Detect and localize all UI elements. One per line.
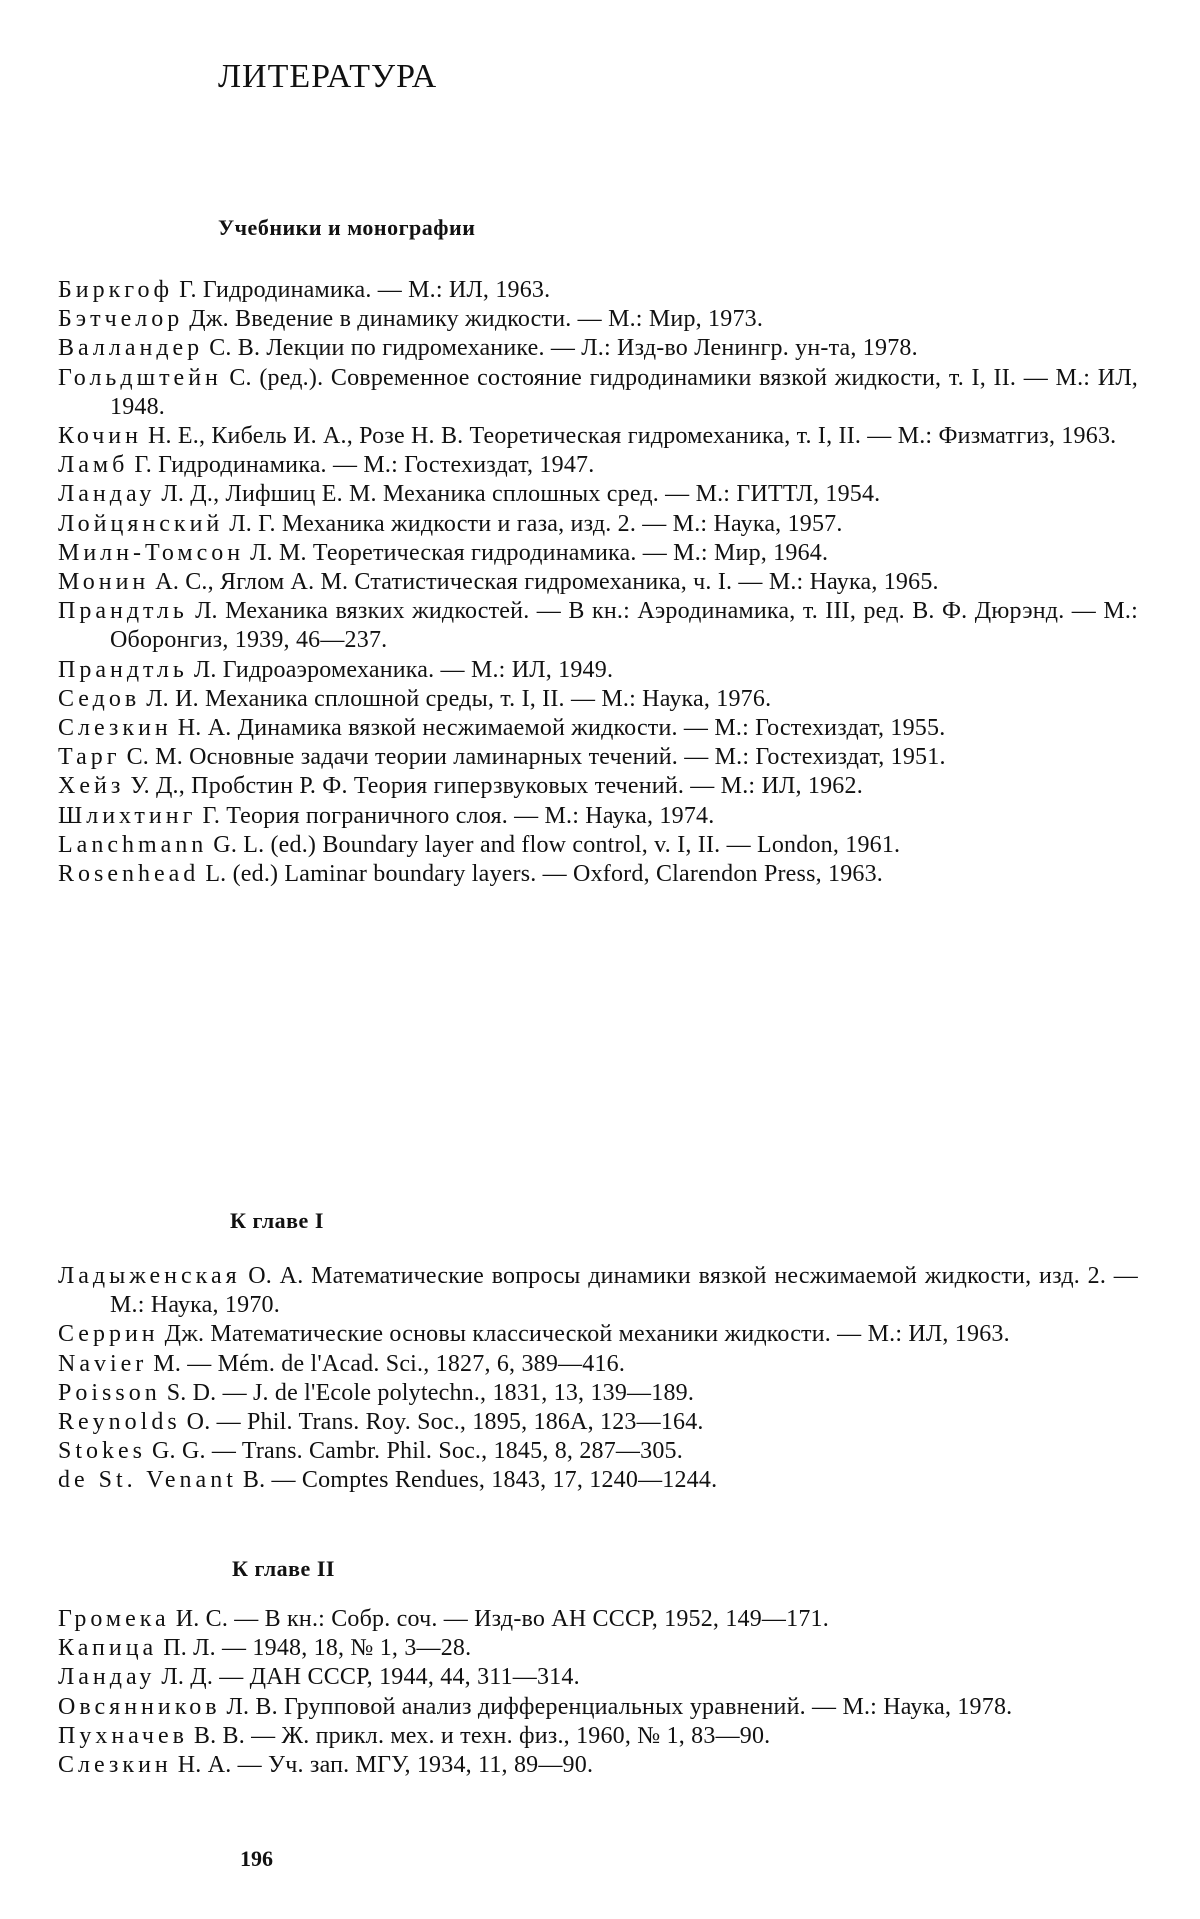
reference-author: Капица <box>58 1635 158 1662</box>
reference-entry <box>58 743 1138 772</box>
reference-author: Хейз <box>58 773 125 800</box>
reference-details: Дж. Математические основы классической механики жидкости. — М.: ИЛ, 1963. <box>164 1321 1010 1348</box>
reference-details: Н. А. — Уч. зап. МГУ, 1934, 11, 89—90. <box>177 1752 594 1779</box>
reference-entry <box>58 831 1138 860</box>
reference-details: С. М. Основные задачи теории ламинарных течений. — М.: Гостехиздат, 1951. <box>126 744 946 771</box>
reference-author: Монин <box>58 569 150 596</box>
reference-details: Л. Д., Лифшиц Е. М. Механика сплошных сред. — М.: ГИТТЛ, 1954. <box>161 481 881 508</box>
reference-author: Овсянников <box>58 1693 221 1720</box>
page-number: 196 <box>240 1846 273 1871</box>
reference-details: И. С. — В кн.: Собр. соч. — Изд-во АН СССР, 1952, 149—171. <box>175 1606 829 1632</box>
reference-entry <box>58 1605 1138 1634</box>
reference-entry <box>58 539 1138 568</box>
reference-details: Л. Механика вязких жидкостей. — В кн.: Аэродинамика, т. III, ред. В. Ф. Дюрэнд. — М.: Оборонгиз, 1939, 46—237. <box>110 598 1138 654</box>
reference-entry <box>58 1320 1138 1349</box>
reference-author: Ламб <box>58 452 129 479</box>
reference-entry <box>58 1408 1138 1437</box>
reference-author: Ландау <box>58 1664 156 1691</box>
reference-details: С. В. Лекции по гидромеханике. — Л.: Изд-во Ленингр. ун-та, 1978. <box>209 335 918 362</box>
reference-author: Шлихтинг <box>58 802 197 829</box>
reference-details: S. D. — J. de l'Ecole polytechn., 1831, 13, 139—189. <box>166 1379 695 1406</box>
reference-entry <box>58 1262 1138 1320</box>
reference-details: Г. Гидродинамика. — М.: ИЛ, 1963. <box>179 277 551 303</box>
section-heading-chapter-2: К главе II <box>232 1556 335 1581</box>
reference-author: Тарг <box>58 744 121 771</box>
reference-author: Слезкин <box>58 1752 172 1779</box>
reference-details: G. L. (ed.) Boundary layer and flow control, v. I, II. — London, 1961. <box>213 831 901 858</box>
reference-details: Л. Г. Механика жидкости и газа, изд. 2. — М.: Наука, 1957. <box>229 510 843 537</box>
reference-author: Прандтль <box>58 598 188 625</box>
reference-entry <box>58 568 1138 597</box>
reference-entry <box>58 510 1138 539</box>
reference-details: Л. М. Теоретическая гидродинамика. — М.: Мир, 1964. <box>250 539 829 566</box>
reference-author: Громека <box>58 1606 170 1632</box>
reference-entry <box>58 1466 1138 1495</box>
reference-entry <box>58 334 1138 363</box>
reference-entry <box>58 480 1138 509</box>
reference-author: Лойцянский <box>58 510 224 537</box>
reference-details: Н. А. Динамика вязкой несжимаемой жидкости. — М.: Гостехиздат, 1955. <box>177 715 946 742</box>
reference-author: Ладыженская <box>58 1263 241 1289</box>
reference-details: Л. Д. — ДАН СССР, 1944, 44, 311—314. <box>161 1664 580 1691</box>
reference-details: Л. И. Механика сплошной среды, т. I, II. — М.: Наука, 1976. <box>146 685 772 712</box>
reference-entry <box>58 1663 1138 1692</box>
reference-details: G. G. — Trans. Cambr. Phil. Soc., 1845, 8, 287—305. <box>152 1438 683 1465</box>
reference-entry <box>58 364 1138 422</box>
reference-author: Прандтль <box>58 656 188 683</box>
page-title: ЛИТЕРАТУРА <box>218 58 438 95</box>
reference-details: L. (ed.) Laminar boundary layers. — Oxford, Clarendon Press, 1963. <box>205 861 884 888</box>
reference-details: B. — Comptes Rendues, 1843, 17, 1240—1244. <box>242 1467 718 1494</box>
reference-list-chapter-2 <box>58 1605 1138 1780</box>
reference-details: O. — Phil. Trans. Roy. Soc., 1895, 186A, 123—164. <box>186 1409 704 1436</box>
reference-details: Н. Е., Кибель И. А., Розе Н. В. Теоретическая гидромеханика, т. I, II. — М.: Физматгиз, 1963. <box>147 423 1117 450</box>
reference-author: Седов <box>58 685 141 712</box>
reference-entry <box>58 772 1138 801</box>
reference-author: de St. Venant <box>58 1467 237 1494</box>
reference-author: Серрин <box>58 1321 159 1348</box>
reference-entry <box>58 1437 1138 1466</box>
reference-details: Г. Гидродинамика. — М.: Гостехиздат, 1947. <box>134 452 595 479</box>
reference-author: Poisson <box>58 1379 161 1406</box>
reference-details: А. С., Яглом А. М. Статистическая гидромеханика, ч. I. — М.: Наука, 1965. <box>155 569 939 596</box>
reference-entry <box>58 714 1138 743</box>
reference-list-chapter-1 <box>58 1262 1138 1496</box>
reference-entry <box>58 802 1138 831</box>
reference-details: Г. Теория пограничного слоя. — М.: Наука, 1974. <box>202 802 715 829</box>
reference-author: Кочин <box>58 423 142 450</box>
reference-details: С. (ред.). Современное состояние гидродинамики вязкой жидкости, т. I, II. — М.: ИЛ, 1948. <box>110 364 1138 420</box>
reference-details: О. А. Математические вопросы динамики вязкой несжимаемой жидкости, изд. 2. — М.: Наука, 1970. <box>110 1263 1138 1319</box>
reference-entry <box>58 1722 1138 1751</box>
reference-entry <box>58 685 1138 714</box>
reference-author: Валландер <box>58 335 204 362</box>
reference-author: Слезкин <box>58 715 172 742</box>
reference-entry <box>58 451 1138 480</box>
reference-entry <box>58 276 1138 305</box>
reference-details: Л. Гидроаэромеханика. — М.: ИЛ, 1949. <box>193 656 614 683</box>
reference-author: Гольдштейн <box>58 364 222 391</box>
reference-entry <box>58 597 1138 655</box>
reference-entry <box>58 1379 1138 1408</box>
reference-entry <box>58 305 1138 334</box>
reference-author: Reynolds <box>58 1409 181 1436</box>
section-heading-monographs: Учебники и монографии <box>218 215 476 240</box>
reference-details: Дж. Введение в динамику жидкости. — М.: Мир, 1973. <box>189 306 764 333</box>
reference-entry <box>58 656 1138 685</box>
reference-entry <box>58 1350 1138 1379</box>
reference-entry <box>58 1634 1138 1663</box>
section-heading-chapter-1: К главе I <box>230 1208 324 1233</box>
reference-list-monographs <box>58 276 1138 889</box>
reference-details: M. — Mém. de l'Acad. Sci., 1827, 6, 389—416. <box>153 1350 626 1377</box>
reference-author: Бэтчелор <box>58 306 184 333</box>
reference-entry <box>58 1693 1138 1722</box>
reference-entry <box>58 422 1138 451</box>
reference-author: Navier <box>58 1350 148 1377</box>
reference-entry <box>58 860 1138 889</box>
reference-author: Stokes <box>58 1438 147 1465</box>
reference-author: Биркгоф <box>58 277 174 303</box>
reference-details: У. Д., Пробстин Р. Ф. Теория гиперзвуковых течений. — М.: ИЛ, 1962. <box>130 773 863 800</box>
reference-author: Rosenhead <box>58 861 200 888</box>
reference-author: Пухначев <box>58 1722 188 1749</box>
reference-details: П. Л. — 1948, 18, № 1, 3—28. <box>163 1635 472 1662</box>
reference-author: Lanchmann <box>58 831 208 858</box>
reference-author: Милн-Томсон <box>58 539 245 566</box>
reference-author: Ландау <box>58 481 156 508</box>
reference-entry <box>58 1751 1138 1780</box>
reference-details: Л. В. Групповой анализ дифференциальных уравнений. — М.: Наука, 1978. <box>226 1693 1013 1720</box>
reference-details: В. В. — Ж. прикл. мех. и техн. физ., 1960, № 1, 83—90. <box>193 1722 771 1749</box>
